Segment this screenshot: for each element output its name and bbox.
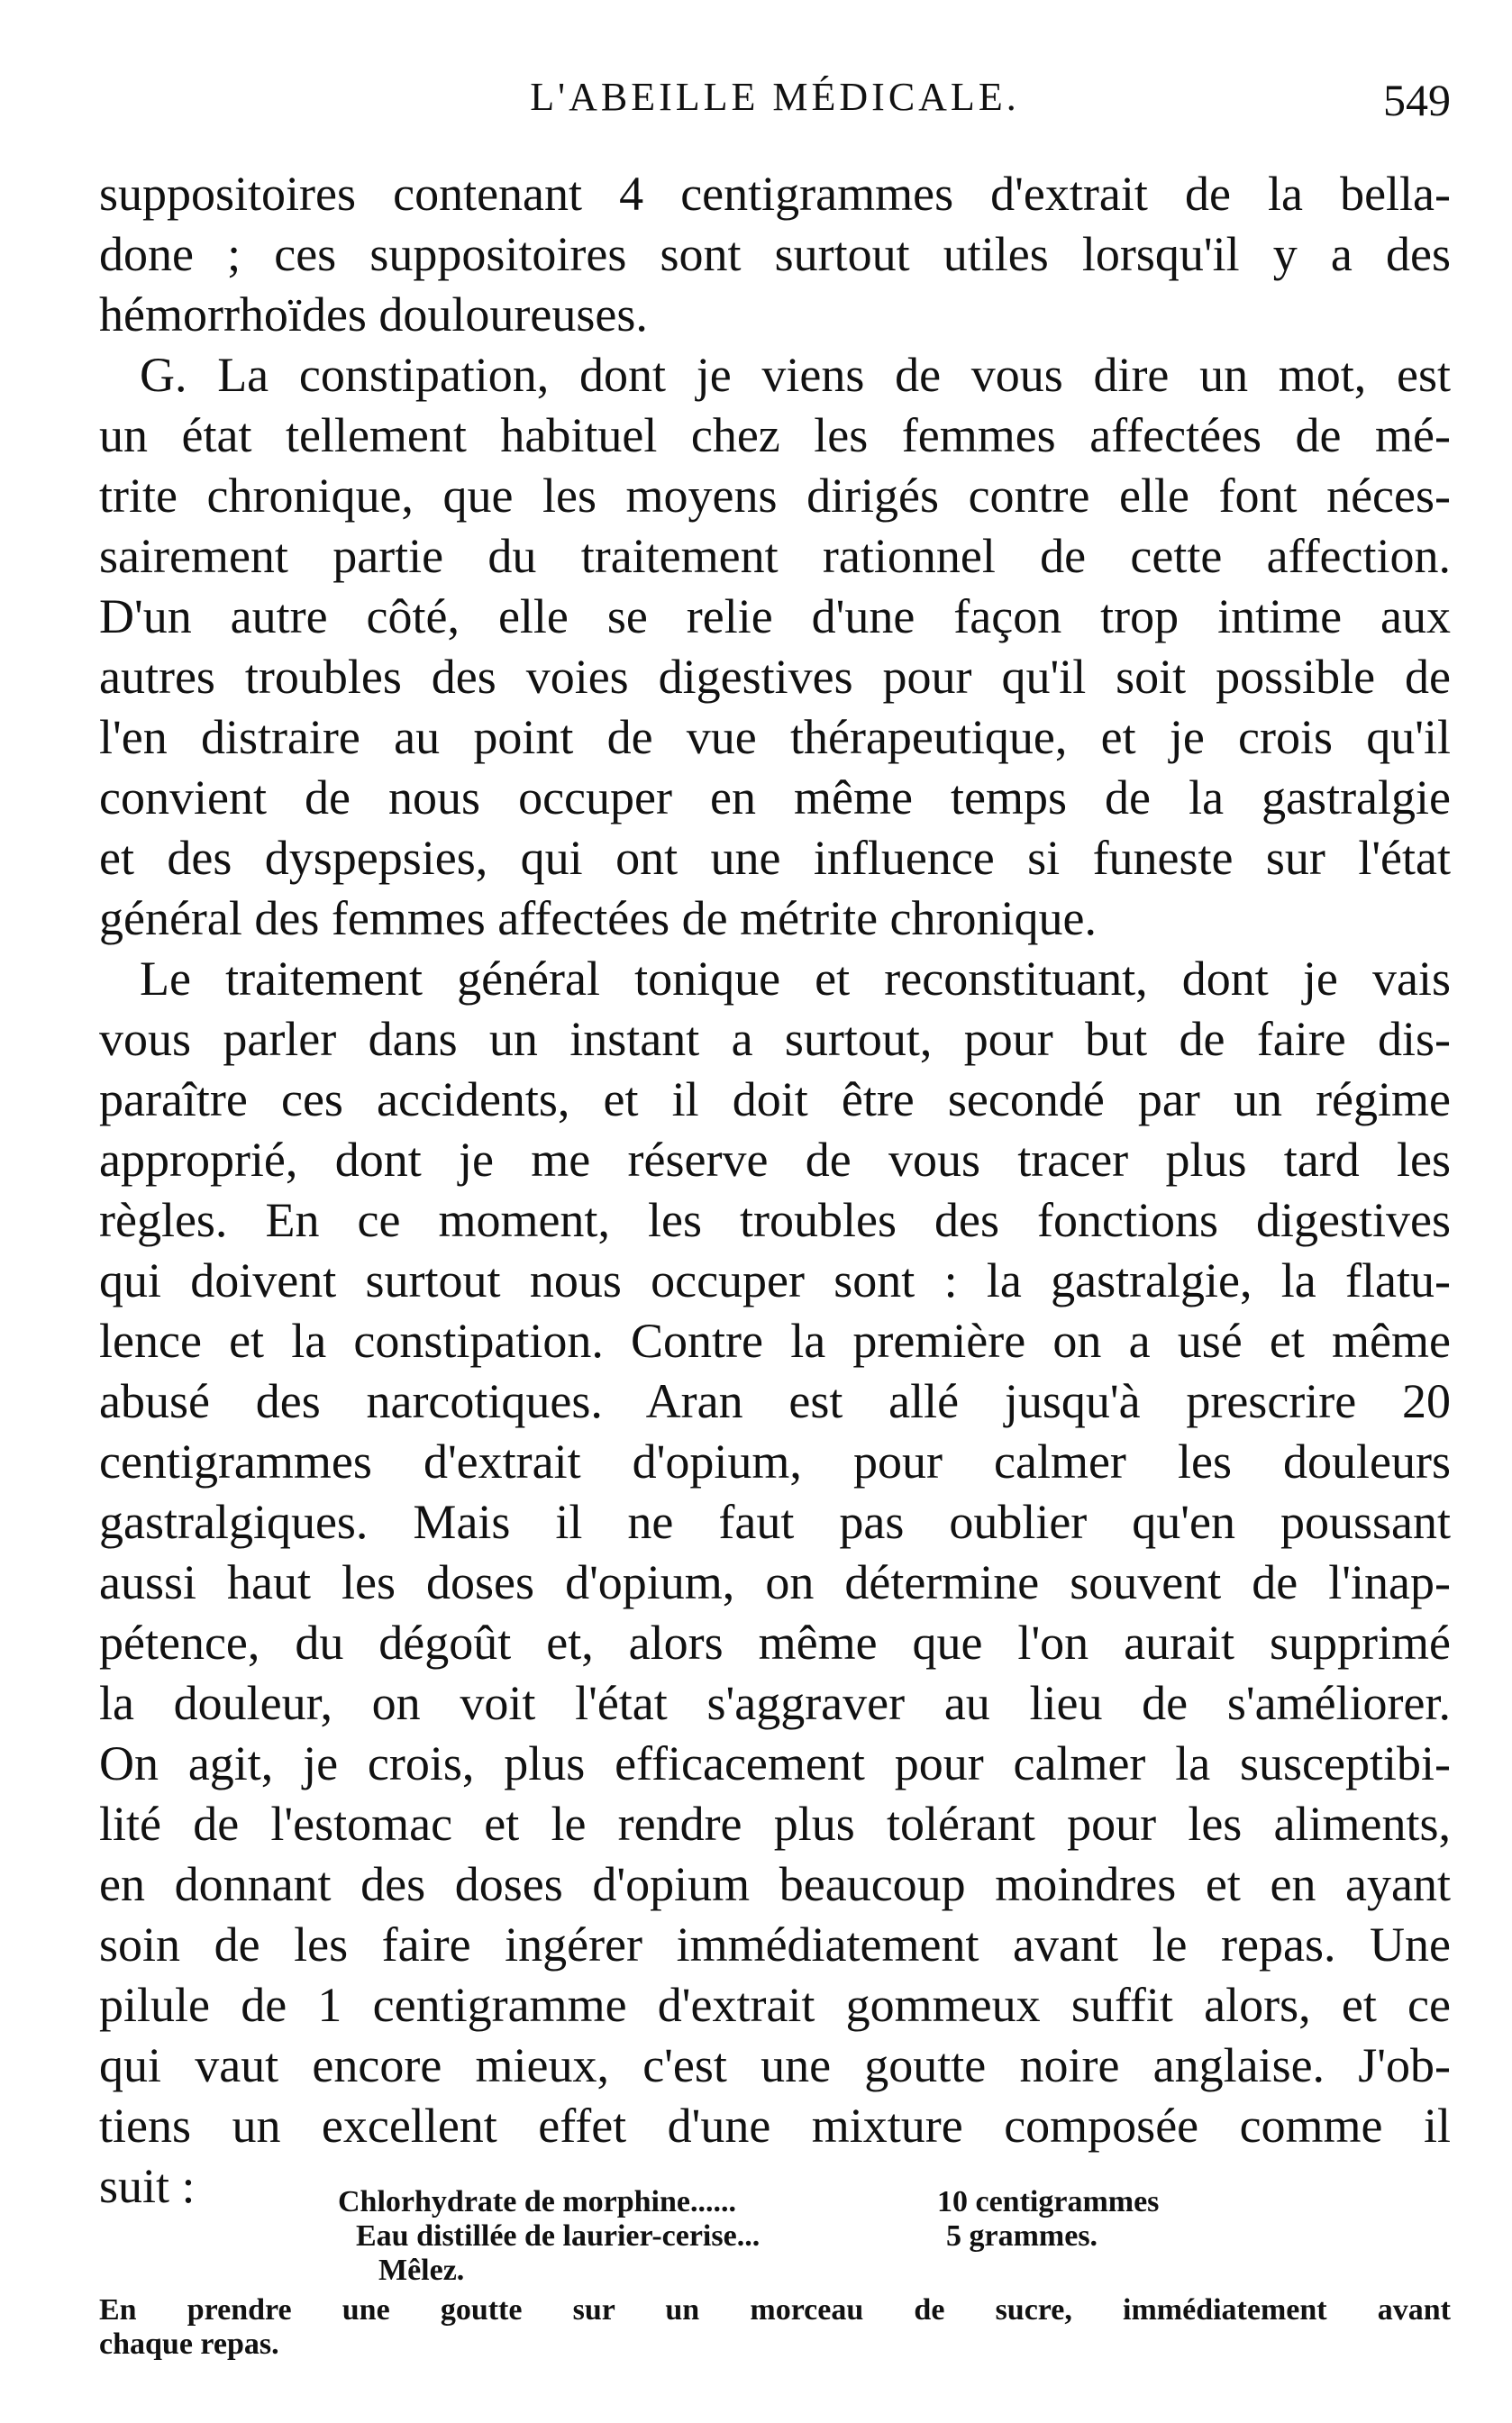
text-line: tiens un excellent effet d'une mixture composée comme il (99, 2099, 1451, 2153)
text-line: qui vaut encore mieux, c'est une goutte noire anglaise. J'ob- (99, 2038, 1451, 2092)
text-line: aussi haut les doses d'opium, on détermine souvent de l'inap- (99, 1555, 1451, 1609)
text-line: abusé des narcotiques. Aran est allé jusqu'à prescrire 20 (99, 1374, 1451, 1428)
text-line: Le traitement général tonique et reconstituant, dont je vais (140, 952, 1451, 1006)
ingredient-quantity: 10 centigrammes (937, 2185, 1160, 2218)
text-line: On agit, je crois, plus efficacement pour calmer la susceptibi- (99, 1736, 1451, 1790)
text-line: done ; ces suppositoires sont surtout utiles lorsqu'il y a des (99, 227, 1451, 281)
page-header (99, 74, 1451, 128)
text-line: qui doivent surtout nous occuper sont : la gastralgie, la flatu- (99, 1253, 1451, 1307)
text-line: l'en distraire au point de vue thérapeutique, et je crois qu'il (99, 710, 1451, 764)
text-line: centigrammes d'extrait d'opium, pour calmer les douleurs (99, 1435, 1451, 1489)
text-line: sairement partie du traitement rationnel de cette affection. (99, 529, 1451, 583)
running-head: L'ABEILLE MÉDICALE. (530, 75, 1020, 119)
text-line: approprié, dont je me réserve de vous tracer plus tard les (99, 1133, 1451, 1187)
text-line: G. La constipation, dont je viens de vous dire un mot, est (140, 348, 1451, 402)
text-line: général des femmes affectées de métrite chronique. (99, 891, 1097, 945)
dosage-instruction: En prendre une goutte sur un morceau de sucre, immédiatement avant (99, 2293, 1451, 2327)
ingredient-quantity: 5 grammes. (946, 2219, 1098, 2253)
text-line: un état tellement habituel chez les femmes affectées de mé- (99, 408, 1451, 462)
body-text (99, 164, 1451, 2217)
text-line: trite chronique, que les moyens dirigés contre elle font néces- (99, 469, 1451, 523)
ingredient-name: Chlorhydrate de morphine...... (338, 2185, 736, 2218)
text-line: pétence, du dégoût et, alors même que l'on aurait supprimé (99, 1616, 1451, 1670)
text-line: lité de l'estomac et le rendre plus tolérant pour les aliments, (99, 1797, 1451, 1851)
text-line: pilule de 1 centigramme d'extrait gommeux suffit alors, et ce (99, 1978, 1451, 2032)
text-line: la douleur, on voit l'état s'aggraver au lieu de s'améliorer. (99, 1676, 1451, 1730)
text-line: vous parler dans un instant a surtout, pour but de faire dis- (99, 1012, 1451, 1066)
text-line: gastralgiques. Mais il ne faut pas oublier qu'en poussant (99, 1495, 1451, 1549)
text-line: autres troubles des voies digestives pour qu'il soit possible de (99, 650, 1451, 704)
text-line: paraître ces accidents, et il doit être secondé par un régime (99, 1072, 1451, 1126)
ingredient-name: Eau distillée de laurier-cerise... (356, 2219, 761, 2253)
text-line: suppositoires contenant 4 centigrammes d'extrait de la bella- (99, 167, 1451, 221)
text-line: lence et la constipation. Contre la première on a usé et même (99, 1314, 1451, 1368)
text-line: règles. En ce moment, les troubles des fonctions digestives (99, 1193, 1451, 1247)
text-line: convient de nous occuper en même temps de la gastralgie (99, 770, 1451, 824)
text-line: soin de les faire ingérer immédiatement avant le repas. Une (99, 1917, 1451, 1972)
text-line: hémorrhoïdes douloureuses. (99, 287, 648, 342)
mix-instruction: Mêlez. (378, 2254, 465, 2287)
text-line: suit : (99, 2159, 196, 2213)
text-line: et des dyspepsies, qui ont une influence si funeste sur l'état (99, 831, 1451, 885)
text-line: D'un autre côté, elle se relie d'une façon trop intime aux (99, 589, 1451, 643)
text-line: en donnant des doses d'opium beaucoup moindres et en ayant (99, 1857, 1451, 1911)
dosage-instruction: chaque repas. (99, 2327, 279, 2361)
page-number: 549 (1383, 75, 1451, 125)
